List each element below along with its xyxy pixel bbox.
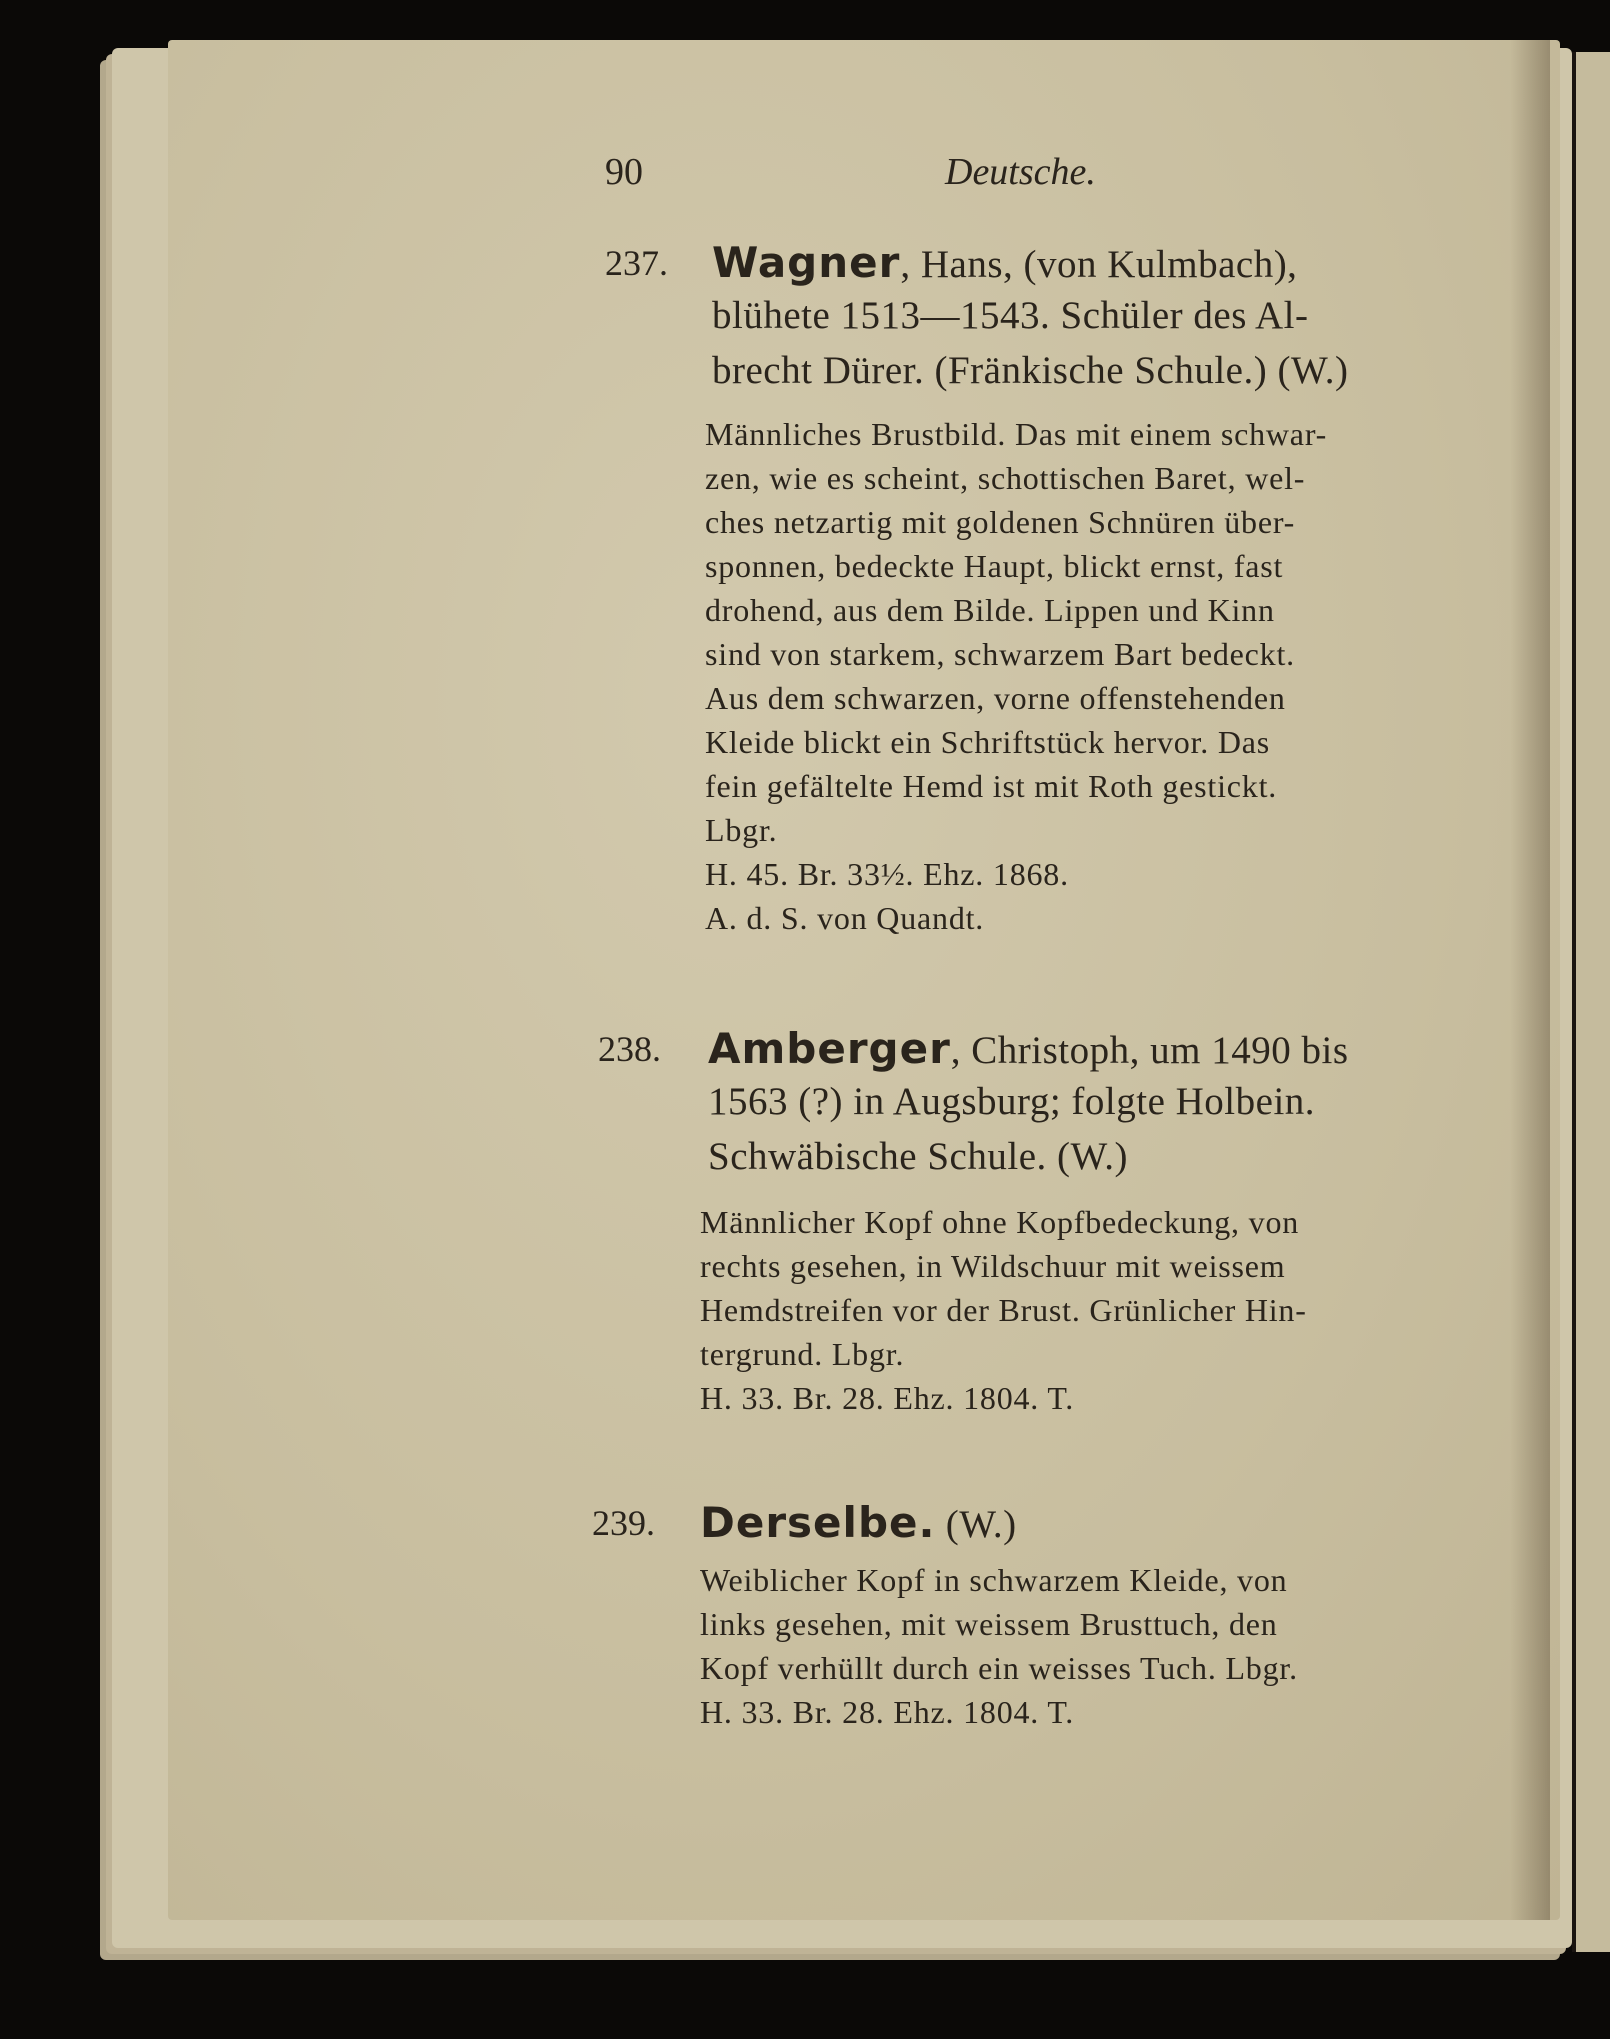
artist-name: Derselbe.	[700, 1498, 936, 1547]
description-line: tergrund. Lbgr.	[700, 1336, 905, 1372]
artist-name: Amberger	[708, 1024, 951, 1073]
description-line: ches netzartig mit goldenen Schnüren über-	[705, 504, 1296, 540]
entry-number: 239.	[592, 1503, 655, 1543]
entry-heading-line: Schwäbische Schule. (W.)	[708, 1135, 1128, 1178]
description-line: Hemdstreifen vor der Brust. Grünlicher Hin-	[700, 1292, 1307, 1328]
entry-number: 237.	[605, 243, 668, 283]
entry-heading-line: brecht Dürer. (Fränkische Schule.) (W.)	[712, 349, 1349, 392]
entry-number: 238.	[598, 1029, 661, 1069]
description-line: links gesehen, mit weissem Brusttuch, den	[700, 1606, 1278, 1642]
gutter-shadow	[1510, 40, 1550, 1920]
description-line: H. 33. Br. 28. Ehz. 1804. T.	[700, 1380, 1075, 1416]
description-line: Männlicher Kopf ohne Kopfbedeckung, von	[700, 1204, 1300, 1240]
description-line: sind von starkem, schwarzem Bart bedeckt.	[705, 636, 1295, 672]
description-line: Lbgr.	[705, 812, 778, 848]
entry-heading-line: 1563 (?) in Augsburg; folgte Holbein.	[708, 1080, 1316, 1123]
description-line: Kleide blickt ein Schriftstück hervor. Das	[705, 724, 1271, 760]
entry-heading-line: Amberger, Christoph, um 1490 bis	[708, 1024, 1349, 1073]
description-line: H. 45. Br. 33½. Ehz. 1868.	[705, 856, 1069, 892]
entry-heading-line: blühete 1513—1543. Schüler des Al-	[712, 294, 1309, 337]
description-line: sponnen, bedeckte Haupt, blickt ernst, fast	[705, 548, 1284, 584]
description-line: Männliches Brustbild. Das mit einem schwar-	[705, 416, 1328, 452]
section-title: Deutsche.	[945, 151, 1096, 193]
page-number: 90	[605, 151, 643, 193]
entry-heading-line: Derselbe. (W.)	[700, 1498, 1017, 1547]
description-line: rechts gesehen, in Wildschuur mit weissem	[700, 1248, 1286, 1284]
entry-heading-line: Wagner, Hans, (von Kulmbach),	[712, 238, 1298, 287]
description-line: Aus dem schwarzen, vorne offenstehenden	[705, 680, 1286, 716]
description-line: A. d. S. von Quandt.	[705, 900, 985, 936]
facing-page-edge	[1572, 52, 1610, 1952]
description-line: zen, wie es scheint, schottischen Baret, wel-	[705, 460, 1306, 496]
artist-name: Wagner	[712, 238, 901, 287]
description-line: drohend, aus dem Bilde. Lippen und Kinn	[705, 592, 1275, 628]
description-line: fein gefältelte Hemd ist mit Roth gestickt.	[705, 768, 1278, 804]
description-line: Kopf verhüllt durch ein weisses Tuch. Lbgr.	[700, 1650, 1298, 1686]
description-line: H. 33. Br. 28. Ehz. 1804. T.	[700, 1694, 1075, 1730]
description-line: Weiblicher Kopf in schwarzem Kleide, von	[700, 1562, 1288, 1598]
